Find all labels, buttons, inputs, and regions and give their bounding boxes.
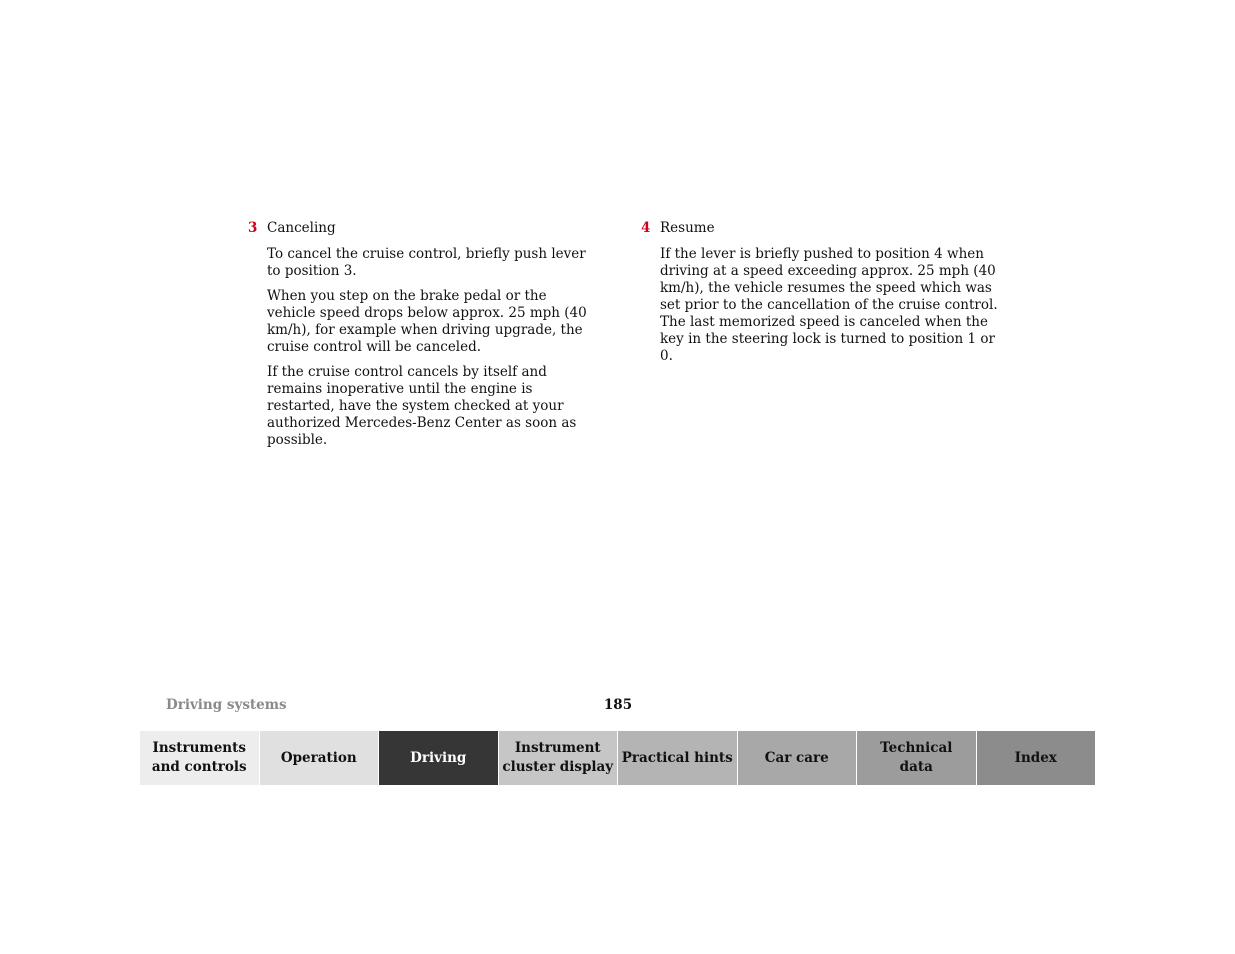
chapter-navigation bbox=[140, 731, 1095, 785]
tab-instrument-cluster-display[interactable]: Instrument cluster display bbox=[498, 731, 618, 785]
page-number: 185 bbox=[603, 697, 633, 713]
tab-driving[interactable]: Driving bbox=[378, 731, 498, 785]
tab-operation[interactable]: Operation bbox=[259, 731, 379, 785]
section-title: Driving systems bbox=[166, 697, 287, 713]
item-title: Canceling bbox=[267, 220, 336, 236]
item-number: 4 bbox=[641, 220, 651, 236]
item-heading-canceling bbox=[248, 220, 598, 237]
tab-instruments-and-controls[interactable]: Instruments and controls bbox=[140, 731, 259, 785]
tab-car-care[interactable]: Car care bbox=[737, 731, 857, 785]
tab-index[interactable]: Index bbox=[976, 731, 1096, 785]
item-number: 3 bbox=[248, 220, 258, 236]
left-column bbox=[248, 220, 598, 457]
tab-technical-data[interactable]: Technical data bbox=[856, 731, 976, 785]
right-column bbox=[641, 220, 1001, 373]
tab-practical-hints[interactable]: Practical hints bbox=[617, 731, 737, 785]
paragraph: To cancel the cruise control, briefly push lever to position 3. bbox=[267, 246, 586, 279]
paragraph: When you step on the brake pedal or the vehicle speed drops below approx. 25 mph (40 km/h), for example when driving upgrade, the cruise control will be canceled. bbox=[267, 288, 587, 355]
item-title: Resume bbox=[660, 220, 715, 236]
paragraph: If the lever is briefly pushed to position 4 when driving at a speed exceeding approx. 25 mph (40 km/h), the vehicle resumes the speed which was set prior to the cancellation of the cruise control. The last memorized speed is canceled when the key in the steering lock is turned to position 1 or 0. bbox=[660, 246, 998, 364]
paragraph: If the cruise control cancels by itself and remains inoperative until the engine is restarted, have the system checked at your authorized Mercedes-Benz Center as soon as possible. bbox=[267, 364, 577, 448]
item-heading-resume bbox=[641, 220, 1001, 237]
